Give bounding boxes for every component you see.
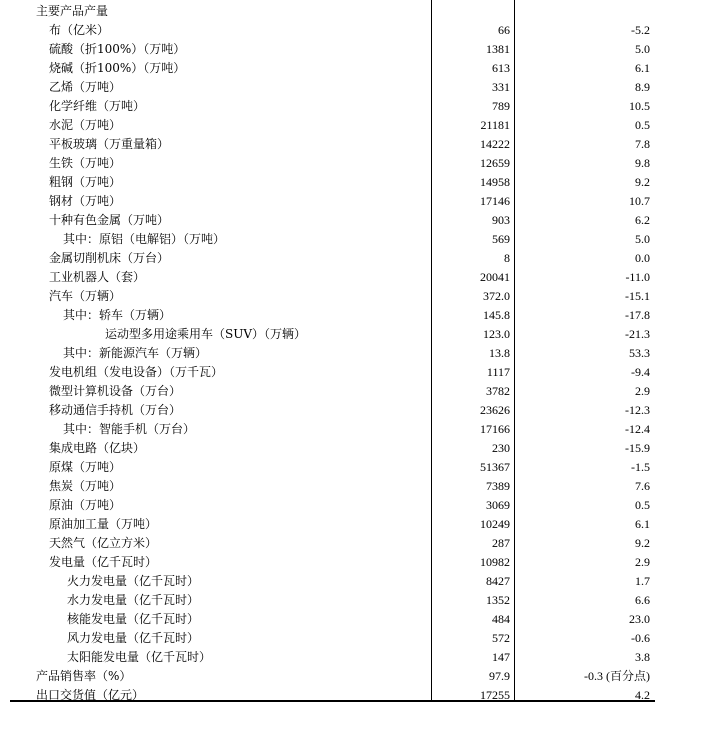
table-row xyxy=(10,192,655,211)
row-growth: 6.1 xyxy=(635,61,650,75)
row-label: 乙烯（万吨） xyxy=(49,80,122,94)
row-growth: 2.9 xyxy=(635,555,650,569)
row-value: 20041 xyxy=(480,270,510,284)
table-row xyxy=(10,496,655,515)
table-row xyxy=(10,78,655,97)
table-row xyxy=(10,287,655,306)
row-growth: 8.9 xyxy=(635,80,650,94)
table-row xyxy=(10,21,655,40)
table-row xyxy=(10,477,655,496)
table-row xyxy=(10,325,655,344)
row-growth: 23.0 xyxy=(629,612,650,626)
row-label: 其中：原铝（电解铝）（万吨） xyxy=(63,232,226,246)
row-growth: -17.8 xyxy=(625,308,650,322)
row-value: 97.9 xyxy=(489,669,510,683)
row-label: 天然气（亿立方米） xyxy=(49,536,158,550)
row-label: 其中：智能手机（万台） xyxy=(63,422,196,436)
table-row xyxy=(10,173,655,192)
row-growth: -5.2 xyxy=(631,23,650,37)
row-value: 17255 xyxy=(480,688,510,702)
table-row xyxy=(10,572,655,591)
row-label: 粗钢（万吨） xyxy=(49,175,122,189)
row-label: 十种有色金属（万吨） xyxy=(49,213,170,227)
row-label: 平板玻璃（万重量箱） xyxy=(49,137,170,151)
row-value: 145.8 xyxy=(483,308,510,322)
row-value: 21181 xyxy=(480,118,510,132)
table-row xyxy=(10,648,655,667)
table-row xyxy=(10,382,655,401)
row-growth: 6.1 xyxy=(635,517,650,531)
row-label: 工业机器人（套） xyxy=(49,270,146,284)
row-label: 主要产品产量 xyxy=(36,4,109,18)
row-growth: 3.8 xyxy=(635,650,650,664)
row-growth: 10.5 xyxy=(629,99,650,113)
row-growth: -9.4 xyxy=(631,365,650,379)
row-value: 17146 xyxy=(480,194,510,208)
row-growth: 2.9 xyxy=(635,384,650,398)
row-label: 化学纤维（万吨） xyxy=(49,99,146,113)
row-growth: 7.8 xyxy=(635,137,650,151)
table-row xyxy=(10,344,655,363)
table-row xyxy=(10,154,655,173)
row-label: 发电量（亿千瓦时） xyxy=(49,555,158,569)
row-value: 3782 xyxy=(486,384,510,398)
table-row xyxy=(10,249,655,268)
row-label: 原油加工量（万吨） xyxy=(49,517,158,531)
row-value: 8427 xyxy=(486,574,510,588)
row-label: 发电机组（发电设备）（万千瓦） xyxy=(49,365,224,379)
row-growth: 10.7 xyxy=(629,194,650,208)
table-row xyxy=(10,553,655,572)
row-value: 903 xyxy=(492,213,510,227)
row-value: 23626 xyxy=(480,403,510,417)
row-value: 1381 xyxy=(486,42,510,56)
row-label: 风力发电量（亿千瓦时） xyxy=(67,631,200,645)
table-row xyxy=(10,458,655,477)
row-value: 10249 xyxy=(480,517,510,531)
row-growth: -21.3 xyxy=(625,327,650,341)
row-label: 运动型多用途乘用车（SUV）（万辆） xyxy=(105,327,307,341)
row-value: 17166 xyxy=(480,422,510,436)
row-label: 出口交货值（亿元） xyxy=(36,688,145,702)
row-label: 钢材（万吨） xyxy=(49,194,122,208)
row-growth: 6.2 xyxy=(635,213,650,227)
row-label: 硫酸（折100%）（万吨） xyxy=(49,42,186,56)
row-value: 789 xyxy=(492,99,510,113)
table-row xyxy=(10,610,655,629)
row-value: 372.0 xyxy=(483,289,510,303)
row-label: 原油（万吨） xyxy=(49,498,122,512)
row-label: 汽车（万辆） xyxy=(49,289,122,303)
row-growth: 1.7 xyxy=(635,574,650,588)
row-growth: 9.2 xyxy=(635,536,650,550)
row-label: 太阳能发电量（亿千瓦时） xyxy=(67,650,212,664)
row-label: 核能发电量（亿千瓦时） xyxy=(67,612,200,626)
row-growth: 5.0 xyxy=(635,42,650,56)
row-value: 572 xyxy=(492,631,510,645)
row-label: 集成电路（亿块） xyxy=(49,441,146,455)
row-label: 火力发电量（亿千瓦时） xyxy=(67,574,200,588)
row-label: 生铁（万吨） xyxy=(49,156,122,170)
row-growth: -15.9 xyxy=(625,441,650,455)
row-label: 其中：新能源汽车（万辆） xyxy=(63,346,208,360)
row-label: 微型计算机设备（万台） xyxy=(49,384,182,398)
table-row xyxy=(10,515,655,534)
table-row xyxy=(10,667,655,686)
row-growth: 0.5 xyxy=(635,498,650,512)
row-label: 烧碱（折100%）（万吨） xyxy=(49,61,186,75)
row-label: 焦炭（万吨） xyxy=(49,479,122,493)
table-row xyxy=(10,268,655,287)
row-value: 484 xyxy=(492,612,510,626)
row-growth: 53.3 xyxy=(629,346,650,360)
row-growth: 0.0 xyxy=(635,251,650,265)
row-value: 10982 xyxy=(480,555,510,569)
row-growth: -0.3 (百分点) xyxy=(584,669,650,683)
row-value: 1352 xyxy=(486,593,510,607)
row-value: 51367 xyxy=(480,460,510,474)
table-row xyxy=(10,211,655,230)
row-label: 移动通信手持机（万台） xyxy=(49,403,182,417)
table-row xyxy=(10,439,655,458)
table-row xyxy=(10,2,655,21)
row-growth: 6.6 xyxy=(635,593,650,607)
table-row xyxy=(10,97,655,116)
table-row xyxy=(10,420,655,439)
table-row xyxy=(10,116,655,135)
row-label: 金属切削机床（万台） xyxy=(49,251,170,265)
row-growth: 9.2 xyxy=(635,175,650,189)
row-growth: -12.4 xyxy=(625,422,650,436)
row-label: 水泥（万吨） xyxy=(49,118,122,132)
row-value: 8 xyxy=(504,251,510,265)
row-value: 12659 xyxy=(480,156,510,170)
table-row xyxy=(10,629,655,648)
row-value: 287 xyxy=(492,536,510,550)
table-row xyxy=(10,135,655,154)
row-growth: -1.5 xyxy=(631,460,650,474)
table-row xyxy=(10,230,655,249)
table-row xyxy=(10,534,655,553)
statistics-table xyxy=(10,0,655,702)
row-value: 3069 xyxy=(486,498,510,512)
table-row xyxy=(10,59,655,78)
table-row xyxy=(10,401,655,420)
row-growth: -0.6 xyxy=(631,631,650,645)
row-label: 其中：轿车（万辆） xyxy=(63,308,172,322)
row-growth: 9.8 xyxy=(635,156,650,170)
row-value: 147 xyxy=(492,650,510,664)
table-row xyxy=(10,40,655,59)
row-value: 14958 xyxy=(480,175,510,189)
row-growth: 5.0 xyxy=(635,232,650,246)
table-row xyxy=(10,591,655,610)
row-value: 14222 xyxy=(480,137,510,151)
row-label: 原煤（万吨） xyxy=(49,460,122,474)
row-growth: -12.3 xyxy=(625,403,650,417)
table-row xyxy=(10,686,655,705)
row-value: 1117 xyxy=(486,365,510,379)
row-value: 613 xyxy=(492,61,510,75)
row-growth: -11.0 xyxy=(625,270,650,284)
row-value: 7389 xyxy=(486,479,510,493)
row-value: 66 xyxy=(498,23,510,37)
row-label: 水力发电量（亿千瓦时） xyxy=(67,593,200,607)
row-growth: 4.2 xyxy=(635,688,650,702)
table-row xyxy=(10,306,655,325)
row-label: 布（亿米） xyxy=(49,23,110,37)
row-growth: -15.1 xyxy=(625,289,650,303)
row-growth: 7.6 xyxy=(635,479,650,493)
row-value: 331 xyxy=(492,80,510,94)
row-value: 569 xyxy=(492,232,510,246)
table-row xyxy=(10,363,655,382)
row-value: 230 xyxy=(492,441,510,455)
row-value: 13.8 xyxy=(489,346,510,360)
row-label: 产品销售率（%） xyxy=(36,669,132,683)
row-value: 123.0 xyxy=(483,327,510,341)
row-growth: 0.5 xyxy=(635,118,650,132)
